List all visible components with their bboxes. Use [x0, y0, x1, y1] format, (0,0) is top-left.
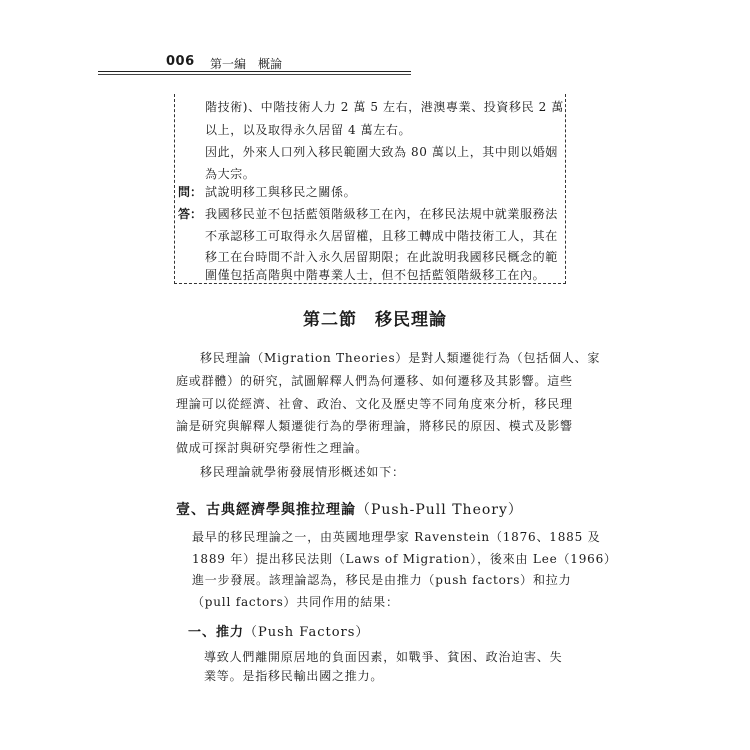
subsection-line: 進一步發展。該理論認為，移民是由推力（push factors）和拉力 [192, 573, 572, 587]
subsection-line: 1889 年）提出移民法則（Laws of Migration），後來由 Lee（1966） [192, 552, 617, 566]
intro-line: 理論可以從經濟、社會、政治、文化及歷史等不同角度來分析，移民理 [176, 397, 573, 411]
box-text-line: 為大宗。 [205, 167, 256, 181]
overview-line: 移民理論就學術發展情形概述如下： [200, 465, 405, 479]
question-text: 試說明移工與移民之關係。 [205, 185, 357, 199]
sub-subsection-heading-en: （Push Factors） [244, 625, 370, 640]
answer-label: 答： [178, 207, 203, 221]
intro-line: 做成可探討與研究學術性之理論。 [176, 441, 369, 455]
answer-line: 我國移民並不包括藍領階級移工在內，在移民法規中就業服務法 [205, 207, 558, 221]
box-text-line: 階技術)、中階技術人力 2 萬 5 左右，港澳專業、投資移民 2 萬 [205, 100, 564, 114]
question-label: 問： [178, 185, 203, 199]
answer-line: 移工在台時間不計入永久居留期限；在此說明我國移民概念的範 [205, 250, 558, 264]
sub-subsection-heading-zh: 一、推力 [188, 625, 245, 640]
chapter-title: 第一編 概論 [210, 57, 283, 71]
push-factors-line: 業等。是指移民輸出國之推力。 [204, 669, 384, 683]
box-text-line: 以上，以及取得永久居留 4 萬左右。 [205, 123, 412, 137]
answer-line: 不承認移工可取得永久居留權，且移工轉成中階技術工人，其在 [205, 229, 558, 243]
intro-line: 庭或群體）的研究，試圖解釋人們為何遷移、如何遷移及其影響。這些 [176, 374, 573, 388]
intro-line: 移民理論（Migration Theories）是對人類遷徙行為（包括個人、家 [200, 351, 601, 365]
push-factors-line: 導致人們離開原居地的負面因素，如戰爭、貧困、政治迫害、失 [204, 650, 563, 664]
header-rule [98, 71, 411, 72]
sub-subsection-heading [188, 621, 369, 640]
subsection-line: 最早的移民理論之一，由英國地理學家 Ravenstein（1876、1885 及 [192, 530, 601, 544]
intro-line: 論是研究與解釋人類遷徙行為的學術理論，將移民的原因、模式及影響 [176, 419, 573, 433]
subsection-heading [176, 499, 523, 519]
box-text-line: 因此，外來人口列入移民範圍大致為 80 萬以上，其中則以婚姻 [205, 145, 558, 159]
subsection-heading-zh: 壹、古典經濟學與推拉理論 [176, 502, 356, 518]
page-number: 006 [166, 54, 195, 69]
subsection-line: （pull factors）共同作用的結果： [192, 595, 399, 609]
subsection-heading-en: （Push-Pull Theory） [356, 502, 523, 518]
header-rule-thin [98, 74, 411, 75]
section-title: 第二節 移民理論 [303, 310, 447, 330]
answer-line: 圍僅包括高階與中階專業人士，但不包括藍領階級移工在內。 [205, 268, 546, 282]
